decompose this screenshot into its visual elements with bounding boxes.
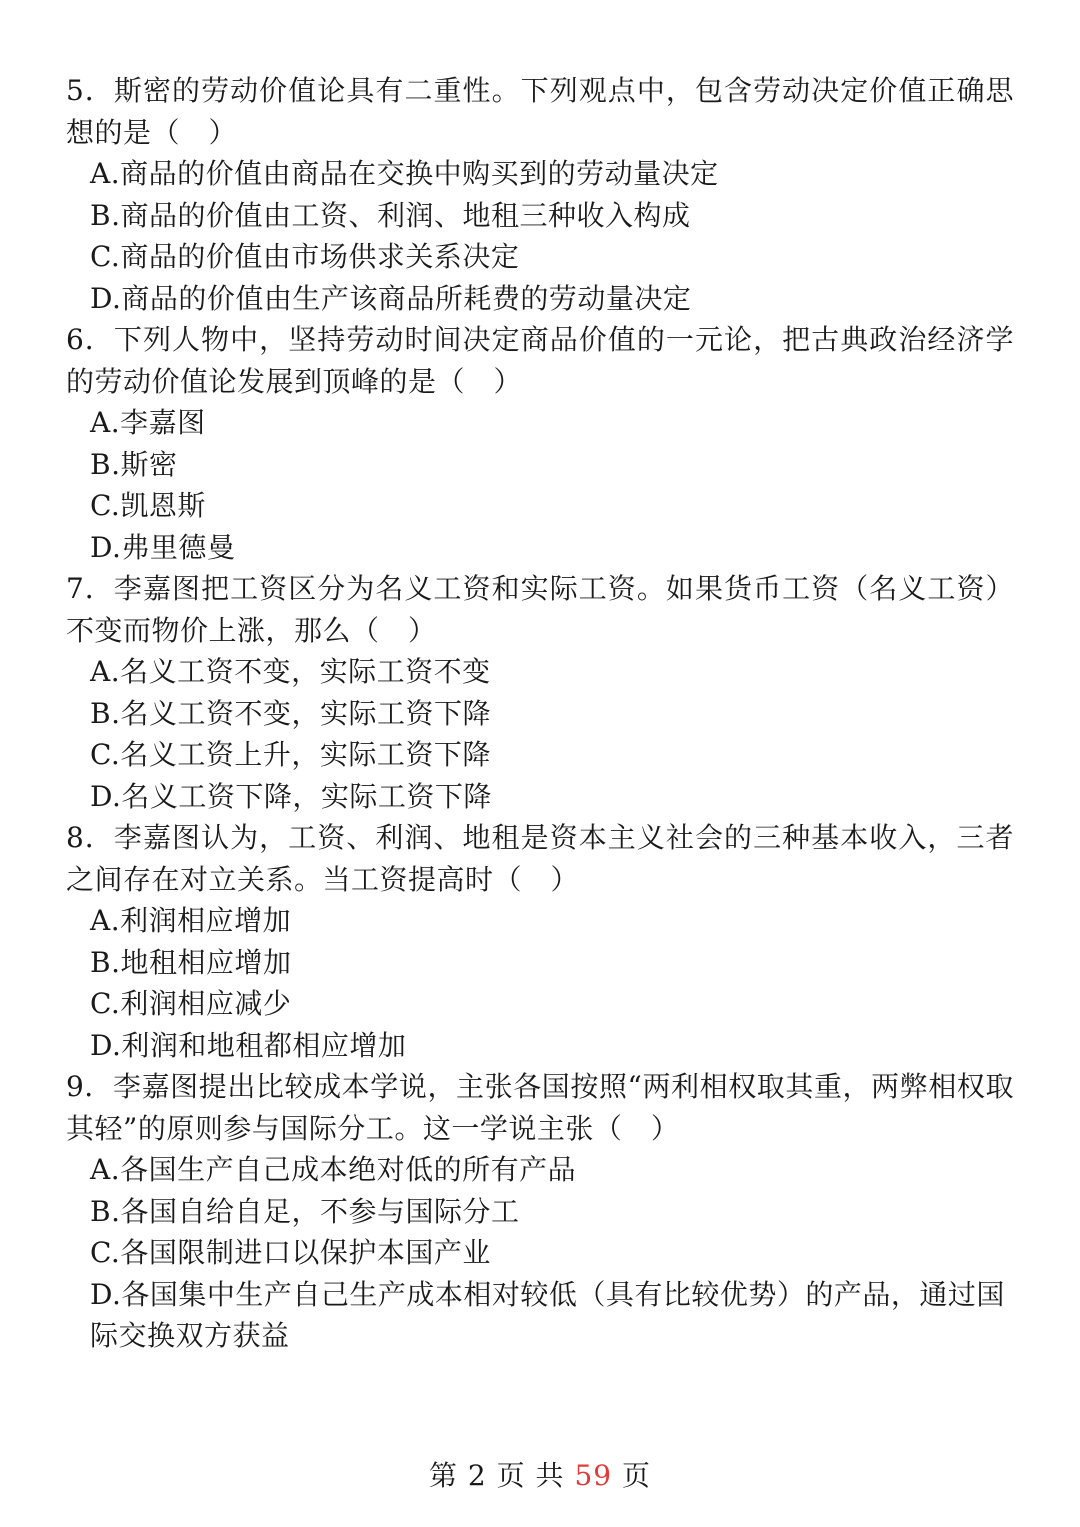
option-d: D.弗里德曼 (90, 530, 236, 564)
option-list (66, 900, 1014, 1066)
question-list (66, 70, 1014, 1357)
page-number-suffix: 页 (612, 1459, 651, 1492)
question-stem: 9．李嘉图提出比较成本学说，主张各国按照“两利相权取其重，两弊相权取其轻”的原则参与国际分工。这一学说主张（ ） (66, 1070, 1014, 1145)
page-number-footer (0, 1456, 1080, 1496)
option-c: C.各国限制进口以保护本国产业 (90, 1236, 491, 1269)
option-a: A.利润相应增加 (90, 904, 292, 937)
question-stem: 5．斯密的劳动价值论具有二重性。下列观点中，包含劳动决定价值正确思想的是（ ） (66, 74, 1014, 149)
question-5 (66, 70, 1014, 319)
option-b: B.斯密 (90, 447, 178, 481)
question-8 (66, 817, 1014, 1066)
option-c: C.利润相应减少 (90, 987, 292, 1020)
option-b: B.商品的价值由工资、利润、地租三种收入构成 (90, 198, 691, 232)
option-b: B.名义工资不变，实际工资下降 (90, 696, 491, 730)
option-c: C.凯恩斯 (90, 489, 206, 522)
question-stem: 7．李嘉图把工资区分为名义工资和实际工资。如果货币工资（名义工资）不变而物价上涨，那么（ ） (66, 572, 1014, 647)
question-7 (66, 568, 1014, 817)
option-a: A.名义工资不变，实际工资不变 (90, 655, 491, 688)
question-stem: 6．下列人物中，坚持劳动时间决定商品价值的一元论，把古典政治经济学的劳动价值论发展到顶峰的是（ ） (66, 323, 1014, 398)
option-b: B.地租相应增加 (90, 945, 292, 979)
question-stem: 8．李嘉图认为，工资、利润、地租是资本主义社会的三种基本收入，三者之间存在对立关系。当工资提高时（ ） (66, 821, 1014, 896)
option-list (66, 651, 1014, 817)
option-a: A.各国生产自己成本绝对低的所有产品 (90, 1153, 577, 1186)
option-c: C.名义工资上升，实际工资下降 (90, 738, 491, 771)
option-b: B.各国自给自足，不参与国际分工 (90, 1194, 520, 1228)
option-a: A.李嘉图 (90, 406, 206, 439)
option-d: D.名义工资下降，实际工资下降 (90, 779, 492, 813)
option-a: A.商品的价值由商品在交换中购买到的劳动量决定 (90, 157, 719, 190)
option-list (66, 153, 1014, 319)
option-list (66, 402, 1014, 568)
total-pages: 59 (574, 1459, 613, 1492)
option-c: C.商品的价值由市场供求关系决定 (90, 240, 520, 273)
question-6 (66, 319, 1014, 568)
option-d: D.利润和地租都相应增加 (90, 1028, 407, 1062)
question-9 (66, 1066, 1014, 1357)
option-d: D.商品的价值由生产该商品所耗费的劳动量决定 (90, 281, 692, 315)
option-d: D.各国集中生产自己生产成本相对较低（具有比较优势）的产品，通过国际交换双方获益 (90, 1277, 1005, 1352)
option-list (66, 1149, 1014, 1357)
page-number-prefix: 第 2 页 共 (429, 1459, 575, 1492)
